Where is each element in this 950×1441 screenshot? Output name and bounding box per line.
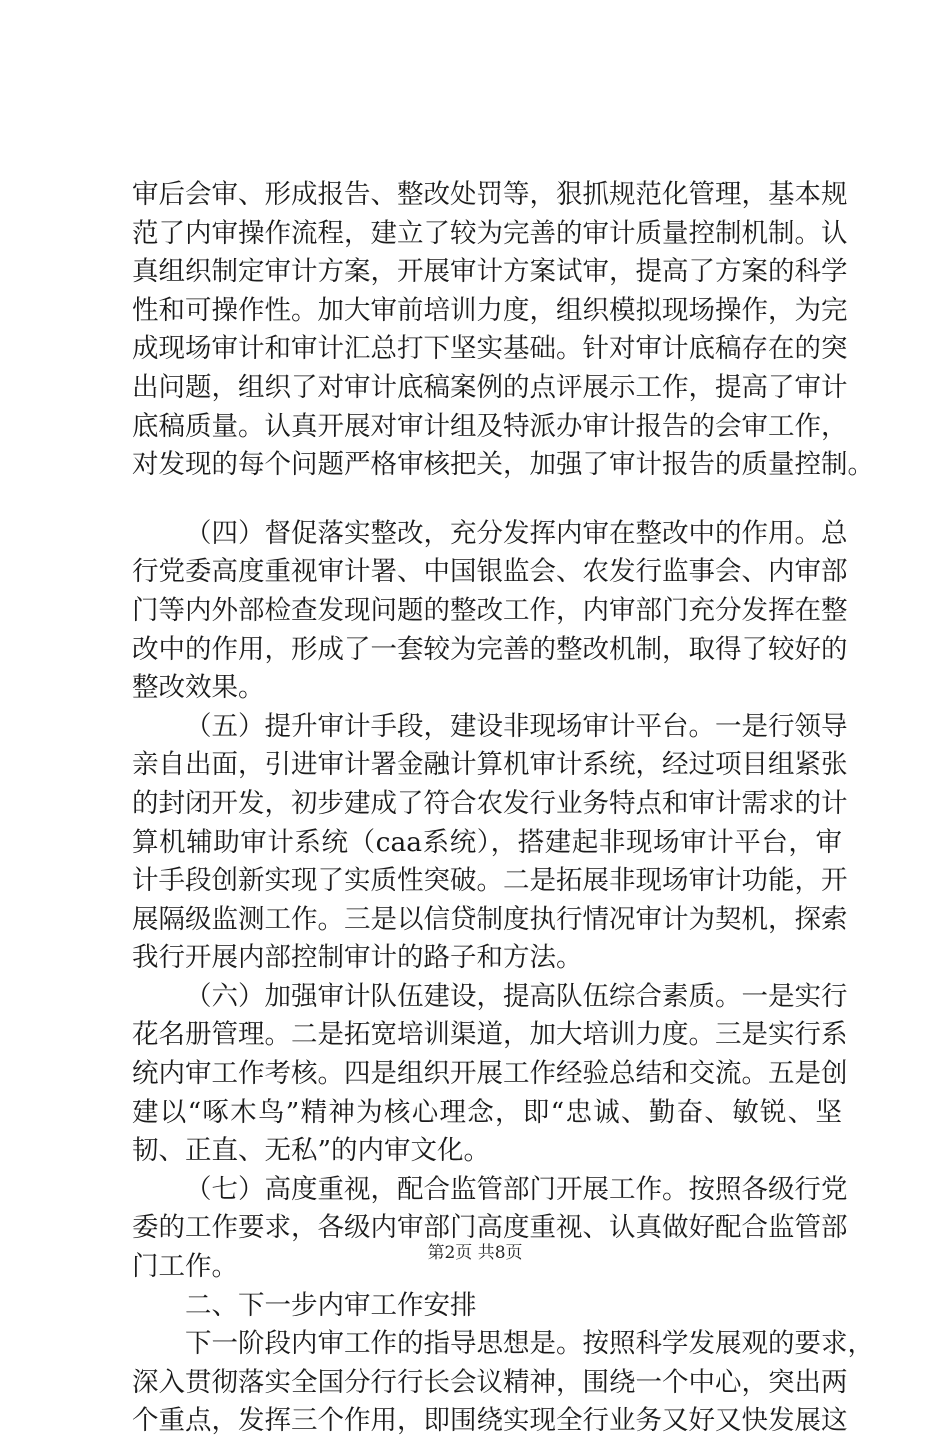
text-line: 韧、正直、无私”的内审文化。 — [132, 1135, 491, 1167]
text-line: 行党委高度重视审计署、中国银监会、农发行监事会、内审部 — [132, 556, 848, 588]
text-line: 出问题，组织了对审计底稿案例的点评展示工作，提高了审计 — [132, 371, 848, 403]
text-line: 整改效果。 — [132, 672, 265, 704]
text-line: 我行开展内部控制审计的路子和方法。 — [132, 942, 583, 974]
text-line: 下一阶段内审工作的指导思想是。按照科学发展观的要求， — [185, 1328, 874, 1360]
text-line: 计手段创新实现了实质性突破。二是拓展非现场审计功能，开 — [132, 865, 848, 897]
text-line: 成现场审计和审计汇总打下坚实基础。针对审计底稿存在的突 — [132, 333, 848, 365]
text-line: （五）提升审计手段，建设非现场审计平台。一是行领导 — [185, 710, 848, 742]
text-line: 审后会审、形成报告、整改处罚等，狠抓规范化管理，基本规 — [132, 179, 848, 210]
text-line: （四）督促落实整改，充分发挥内审在整改中的作用。总 — [185, 517, 848, 549]
text-line: 的封闭开发，初步建成了符合农发行业务特点和审计需求的计 — [132, 787, 848, 819]
text-line: 门等内外部检查发现问题的整改工作，内审部门充分发挥在整 — [132, 594, 848, 626]
text-line: 花名册管理。二是拓宽培训渠道，加大培训力度。三是实行系 — [132, 1019, 848, 1051]
text-line: 统内审工作考核。四是组织开展工作经验总结和交流。五是创 — [132, 1058, 848, 1090]
paragraph-section-7 — [132, 1171, 848, 1287]
text-line: 真组织制定审计方案，开展审计方案试审，提高了方案的科学 — [132, 256, 848, 288]
paragraph-gap — [132, 485, 842, 515]
text-line: 门工作。 — [132, 1251, 238, 1283]
paragraph-section-6 — [132, 978, 848, 1171]
text-line: 深入贯彻落实全国分行行长会议精神，围绕一个中心，突出两 — [132, 1366, 848, 1398]
paragraph-section-4 — [132, 515, 848, 708]
paragraph-section-5 — [132, 708, 848, 978]
text-line: 亲自出面，引进审计署金融计算机审计系统，经过项目组紧张 — [132, 749, 848, 781]
text-line: 性和可操作性。加大审前培训力度，组织模拟现场操作，为完 — [132, 294, 848, 326]
section-heading: 二、下一步内审工作安排 — [185, 1289, 477, 1321]
paragraph-audit-quality — [132, 176, 874, 485]
paragraph-guiding-ideology — [132, 1325, 874, 1441]
text-line: 对发现的每个问题严格审核把关，加强了审计报告的质量控制。 — [132, 449, 874, 481]
text-line: （六）加强审计队伍建设，提高队伍综合素质。一是实行 — [185, 980, 848, 1012]
text-line: 建以“啄木鸟”精神为核心理念，即“忠诚、勤奋、敏锐、坚 — [132, 1096, 842, 1128]
text-line: 范了内审操作流程，建立了较为完善的审计质量控制机制。认 — [132, 217, 848, 249]
text-line: 展隔级监测工作。三是以信贷制度执行情况审计为契机，探索 — [132, 903, 848, 935]
text-line: 委的工作要求，各级内审部门高度重视、认真做好配合监管部 — [132, 1212, 848, 1244]
text-line: （七）高度重视，配合监管部门开展工作。按照各级行党 — [185, 1173, 848, 1205]
section-heading-next-steps — [132, 1287, 842, 1326]
text-line: 底稿质量。认真开展对审计组及特派办审计报告的会审工作， — [132, 410, 848, 442]
text-line: 改中的作用，形成了一套较为完善的整改机制，取得了较好的 — [132, 633, 848, 665]
page-number: 第2页 共8页 — [427, 1243, 523, 1263]
text-line: 个重点，发挥三个作用，即围绕实现全行业务又好又快发展这 — [132, 1405, 848, 1437]
text-line: 算机辅助审计系统（caa系统），搭建起非现场审计平台，审 — [132, 826, 842, 858]
